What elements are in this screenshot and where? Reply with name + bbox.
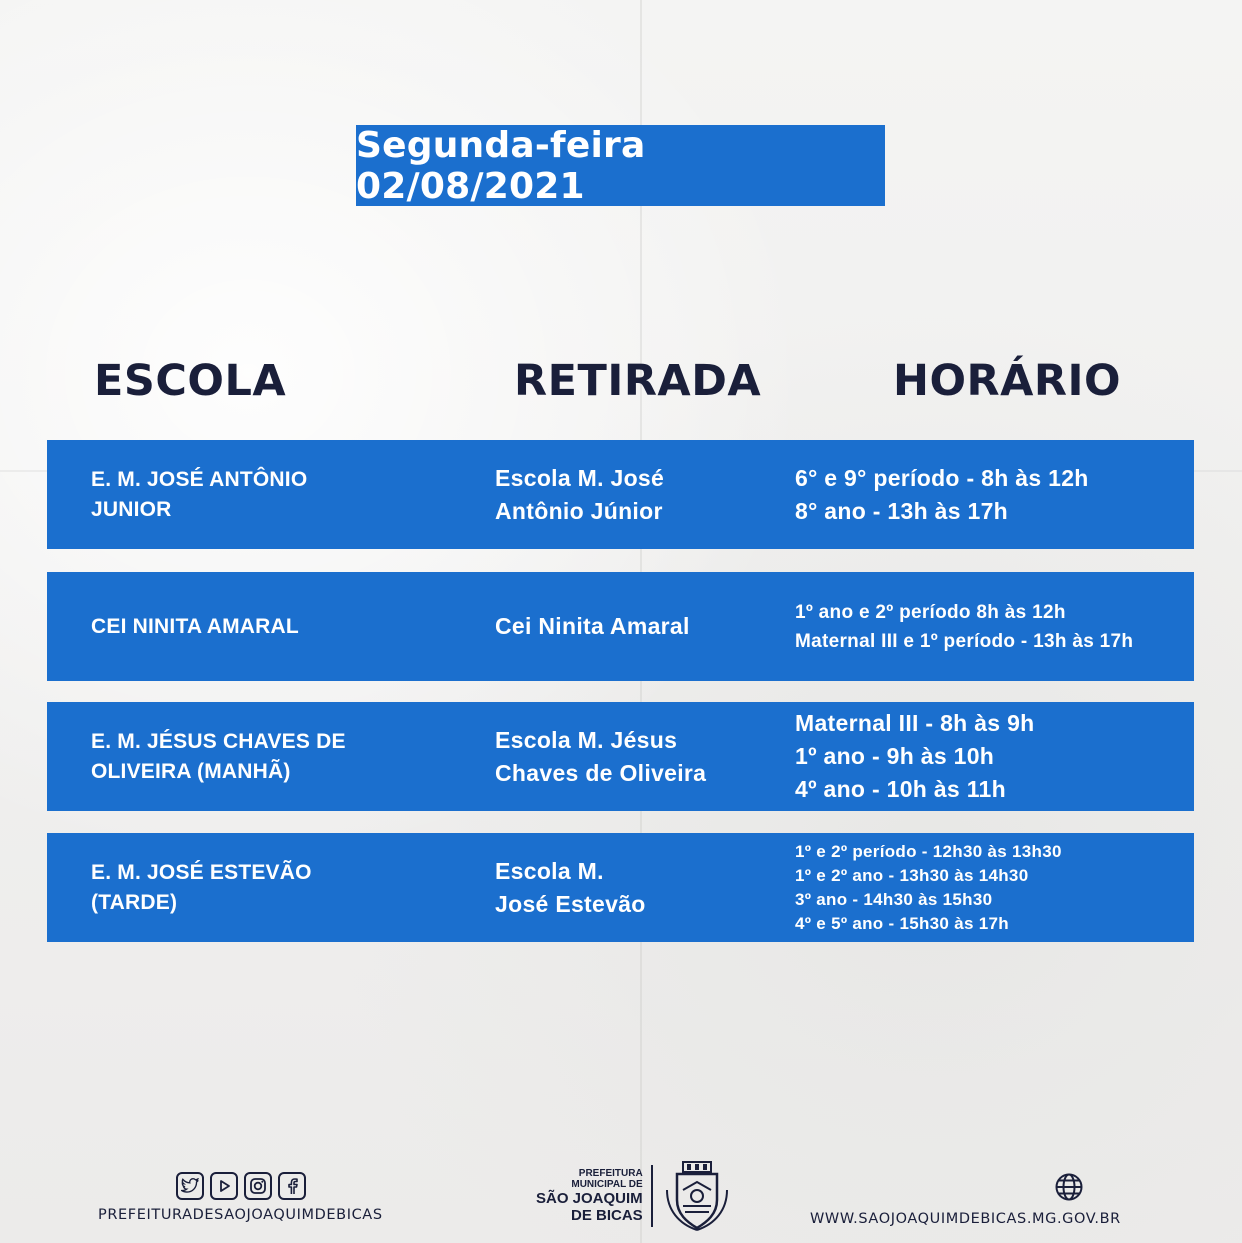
pickup-line: Escola M. Jésus [495,726,678,753]
globe-icon [1054,1172,1084,1202]
instagram-icon[interactable] [244,1172,272,1200]
time-line: Maternal III e 1º período - 13h às 17h [795,630,1134,652]
pickup-location [495,572,775,681]
school-name [91,833,471,942]
time-line: 3º ano - 14h30 às 15h30 [795,889,993,909]
pickup-location [495,833,775,942]
website-link[interactable]: WWW.SAOJOAQUIMDEBICAS.MG.GOV.BR [810,1211,1121,1227]
column-header-horario: HORÁRIO [893,356,1122,406]
pickup-location [495,702,775,811]
schedule-times [795,702,1191,811]
time-line: 1º e 2º período - 12h30 às 13h30 [795,841,1062,861]
crest-icon [661,1160,733,1232]
schedule-row [47,572,1194,681]
schedule-times [795,572,1191,681]
school-name-line: E. M. JOSÉ ANTÔNIO [91,467,308,491]
logo-text [536,1168,643,1224]
date-title: Segunda-feira 02/08/2021 [356,125,885,206]
pickup-line: Escola M. José [495,464,665,491]
time-line: 1º ano - 9h às 10h [795,743,995,769]
schedule-row [47,833,1194,942]
pickup-line: José Estevão [495,890,646,917]
school-name-line: E. M. JOSÉ ESTEVÃO [91,860,312,884]
schedule-times [795,833,1191,942]
pickup-location [495,440,775,549]
social-footer [98,1172,398,1223]
pickup-line: Chaves de Oliveira [495,759,707,786]
school-name-line: (TARDE) [91,890,178,914]
youtube-icon[interactable] [210,1172,238,1200]
logo-line: PREFEITURA [578,1168,643,1179]
school-name [91,572,471,681]
schedule-times [795,440,1191,549]
logo-line: SÃO JOAQUIM [536,1190,643,1207]
pickup-line: Cei Ninita Amaral [495,613,690,639]
school-name [91,702,471,811]
time-line: 4º e 5º ano - 15h30 às 17h [795,913,1009,933]
pickup-line: Antônio Júnior [495,497,663,524]
twitter-icon[interactable] [176,1172,204,1200]
column-header-retirada: RETIRADA [514,356,762,406]
school-name-line: CEI NINITA AMARAL [91,614,299,638]
time-line: 6° e 9° período - 8h às 12h [795,464,1089,491]
schedule-row [47,440,1194,549]
time-line: 4º ano - 10h às 11h [795,776,1006,802]
school-name-line: JUNIOR [91,497,172,521]
social-icons [176,1172,398,1200]
school-name-line: E. M. JÉSUS CHAVES DE [91,729,346,753]
logo-line: DE BICAS [571,1207,643,1224]
time-line: Maternal III - 8h às 9h [795,710,1035,736]
schedule-row [47,702,1194,811]
social-handle[interactable]: PREFEITURADESAOJOAQUIMDEBICAS [98,1207,383,1223]
time-line: 1º ano e 2º período 8h às 12h [795,601,1066,623]
time-line: 1º e 2º ano - 13h30 às 14h30 [795,865,1029,885]
municipality-logo [536,1160,733,1232]
logo-divider [651,1165,653,1227]
column-header-escola: ESCOLA [94,356,287,406]
logo-line: MUNICIPAL DE [571,1179,643,1190]
website-footer [810,1172,1170,1227]
time-line: 8° ano - 13h às 17h [795,497,1009,524]
pickup-line: Escola M. [495,857,604,884]
school-name [91,440,471,549]
facebook-icon[interactable] [278,1172,306,1200]
school-name-line: OLIVEIRA (MANHÃ) [91,759,291,783]
